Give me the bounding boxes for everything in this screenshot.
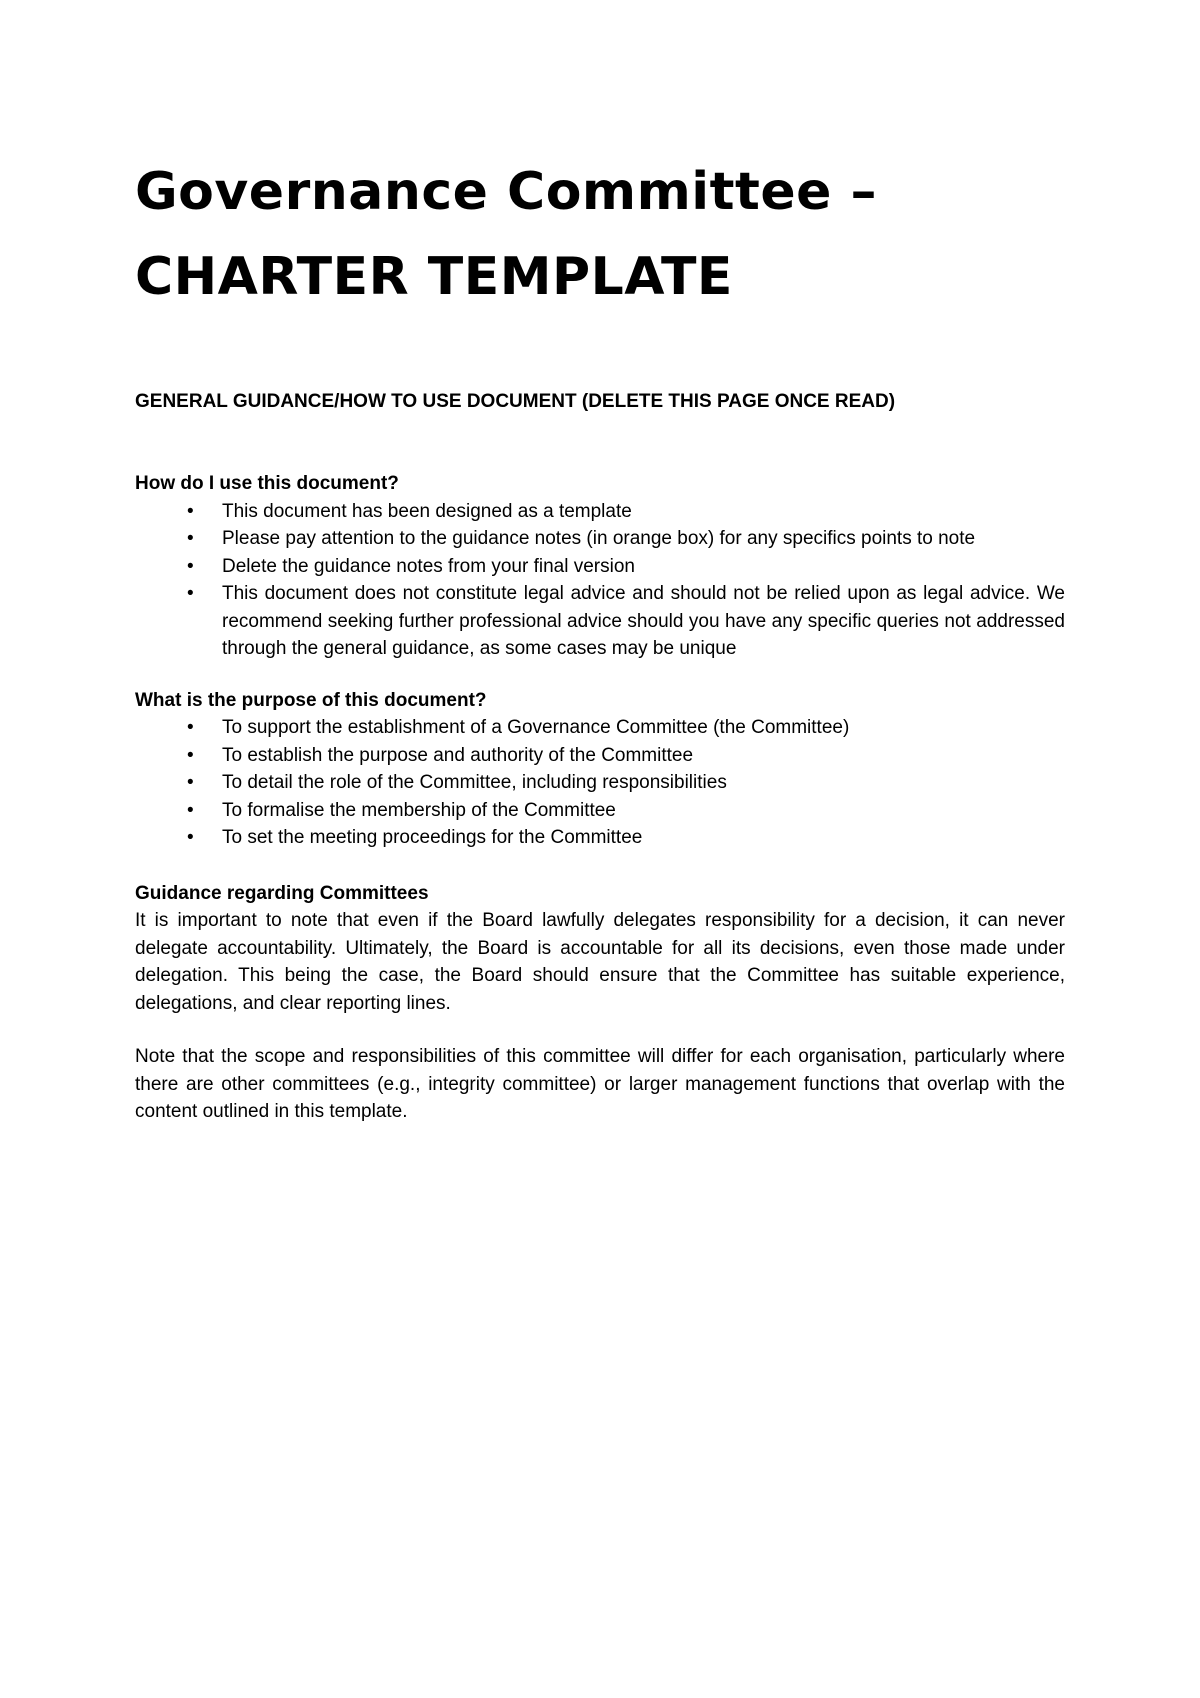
document-title-line2: CHARTER TEMPLATE	[135, 247, 733, 307]
general-guidance-heading: GENERAL GUIDANCE/HOW TO USE DOCUMENT (DELETE THIS PAGE ONCE READ)	[135, 391, 896, 412]
document-content	[135, 0, 1065, 1126]
purpose-heading: What is the purpose of this document?	[135, 689, 487, 711]
purpose-bullet-3: • To detail the role of the Committee, including responsibilities	[135, 769, 1065, 797]
guidance-paragraph-2: Note that the scope and responsibilities of this committee will differ for each organisation, particularly where there are other committees (e.g., integrity committee) or larger management functions that overlap with the content outlined in this template.	[135, 1046, 1065, 1122]
purpose-bullet-4: • To formalise the membership of the Committee	[135, 797, 1065, 825]
document-title-line1: Governance Committee –	[135, 162, 877, 222]
document-title	[135, 150, 1065, 320]
how-to-bullet-1: • This document has been designed as a template	[135, 498, 1065, 526]
guidance-heading: Guidance regarding Committees	[135, 882, 429, 904]
purpose-bullet-list	[135, 714, 1065, 852]
how-to-bullet-2: • Please pay attention to the guidance notes (in orange box) for any specifics points to note	[135, 525, 1065, 553]
how-to-bullet-list	[135, 498, 1065, 663]
purpose-bullet-5: • To set the meeting proceedings for the Committee	[135, 824, 1065, 852]
guidance-paragraph-1: It is important to note that even if the Board lawfully delegates responsibility for a decision, it can never delegate accountability. Ultimately, the Board is accountable for all its decisions, even those made under delegation. This being the case, the Board should ensure that the Committee has suitable experience, delegations, and clear reporting lines.	[135, 910, 1065, 1014]
how-to-bullet-3: • Delete the guidance notes from your final version	[135, 553, 1065, 581]
purpose-bullet-1: • To support the establishment of a Governance Committee (the Committee)	[135, 714, 1065, 742]
how-to-bullet-4: • This document does not constitute legal advice and should not be relied upon as legal advice. We recommend seeking further professional advice should you have any specific queries not addressed through the general guidance, as some cases may be unique	[135, 580, 1065, 663]
how-to-heading: How do I use this document?	[135, 473, 399, 494]
purpose-bullet-2: • To establish the purpose and authority of the Committee	[135, 742, 1065, 770]
